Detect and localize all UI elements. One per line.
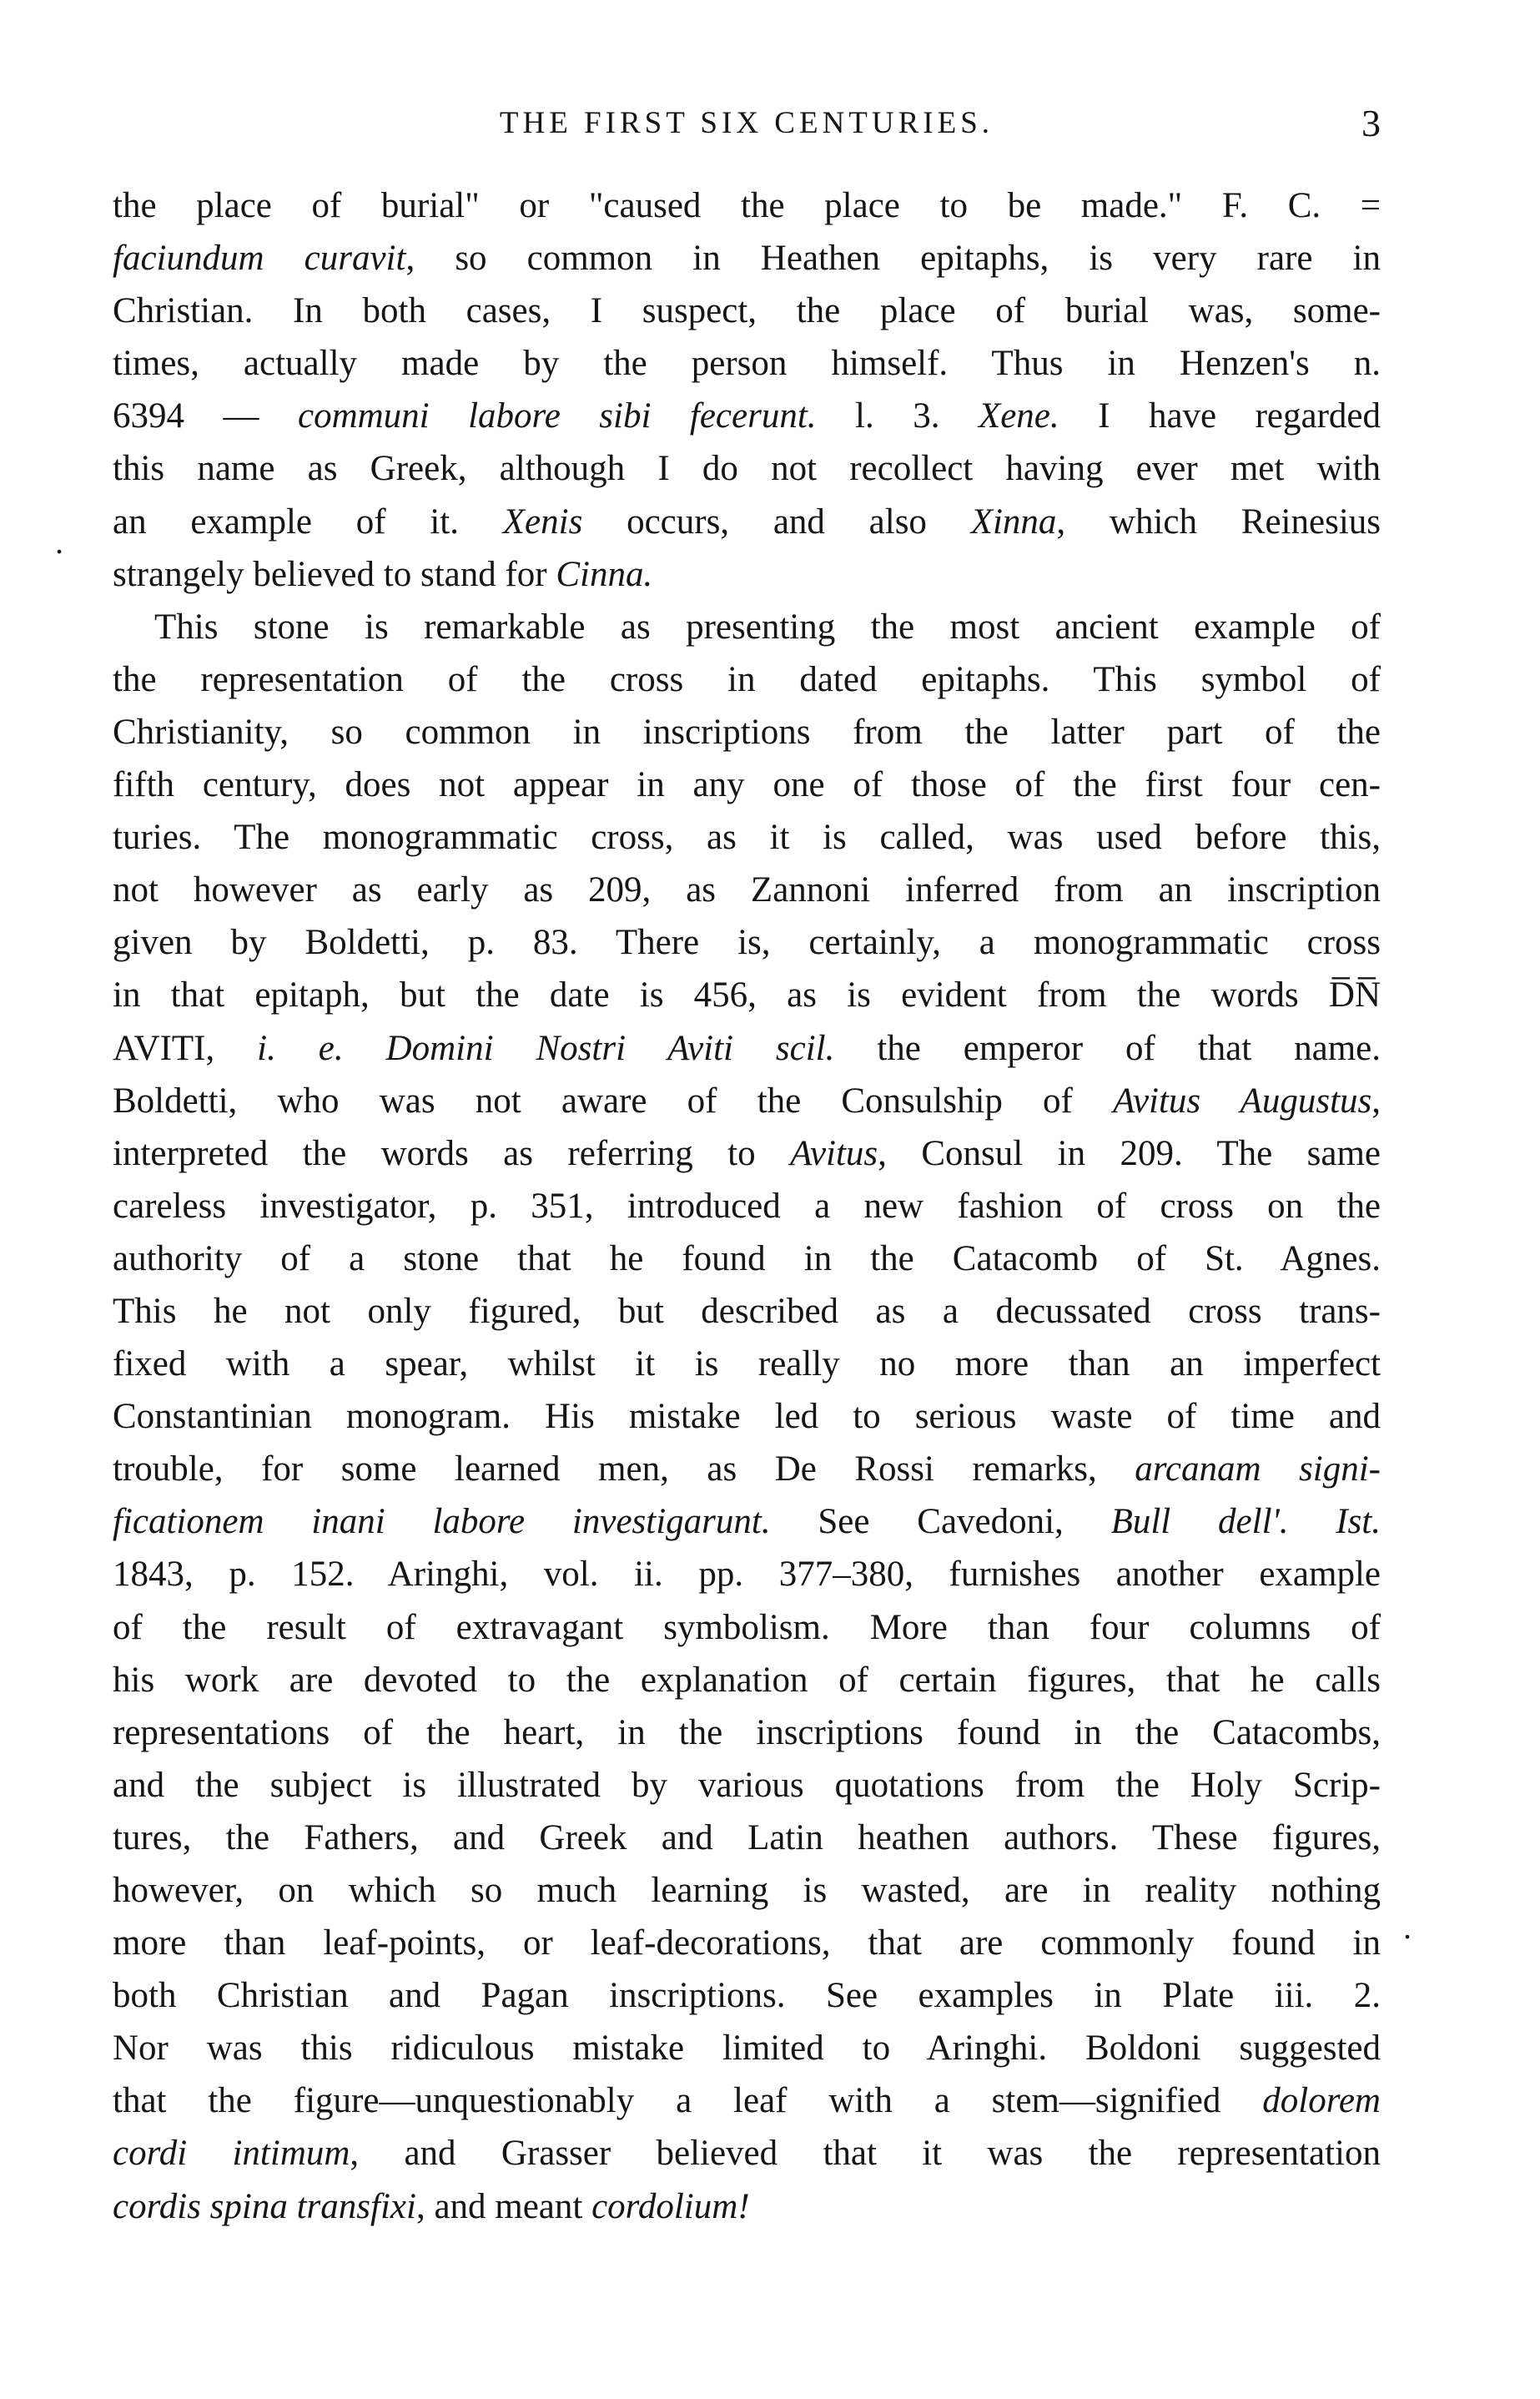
- text-span: times, actually made by the person himself. Thus in Henzen's n.: [113, 344, 1381, 384]
- margin-dot-mark: .: [1403, 1908, 1412, 1946]
- text-line: [113, 1390, 1381, 1443]
- text-span: not however as early as 209, as Zannoni inferred from an inscription: [113, 870, 1381, 910]
- text-line: [113, 232, 1381, 285]
- text-span: , and Grasser believed that it was the representation: [350, 2134, 1381, 2174]
- italic-text-span: Xinna: [970, 501, 1057, 542]
- text-span: See Cavedoni,: [770, 1502, 1111, 1542]
- text-span: l. 3.: [816, 396, 979, 436]
- text-line: [113, 496, 1381, 548]
- text-line: [113, 1443, 1381, 1495]
- text-span: trouble, for some learned men, as De Rossi remarks,: [113, 1449, 1135, 1489]
- text-span: This stone is remarkable as presenting the most ancient example of: [154, 607, 1381, 647]
- italic-text-span: Bull dell'. Ist.: [1110, 1502, 1381, 1542]
- page-number: 3: [1361, 102, 1381, 144]
- italic-text-span: cordi intimum: [113, 2134, 350, 2174]
- text-span: Nor was this ridiculous mistake limited to Aringhi. Boldoni suggested: [113, 2029, 1381, 2069]
- text-line: [113, 1706, 1381, 1759]
- text-span: , and meant: [415, 2186, 592, 2226]
- text-span: Christianity, so common in inscriptions from the latter part of the: [113, 712, 1381, 752]
- text-span: fixed with a spear, whilst it is really no more than an imperfect: [113, 1344, 1381, 1384]
- text-line: [113, 1232, 1381, 1285]
- text-span: of the result of extravagant symbolism. More than four columns of: [113, 1607, 1381, 1647]
- text-span: the representation of the cross in dated epitaphs. This symbol of: [113, 659, 1381, 699]
- italic-text-span: Avitus Augustus: [1113, 1081, 1372, 1121]
- text-line: [113, 390, 1381, 442]
- text-span: , which Reinesius: [1056, 501, 1381, 542]
- text-line: [113, 759, 1381, 811]
- text-line: [113, 1812, 1381, 1864]
- text-span: authority of a stone that he found in the Catacomb of St. Agnes.: [113, 1238, 1381, 1278]
- text-span: strangely believed to stand for: [113, 554, 556, 594]
- text-span: an example of it.: [113, 501, 503, 542]
- text-span: fifth century, does not appear in any one of those of the first four cen-: [113, 765, 1381, 805]
- text-span: Boldetti, who was not aware of the Consulship of: [113, 1081, 1114, 1121]
- italic-text-span: communi labore sibi fecerunt.: [297, 396, 817, 436]
- text-span: Constantinian monogram. His mistake led to serious waste of time and: [113, 1397, 1381, 1437]
- text-line: [113, 811, 1381, 864]
- italic-text-span: ficationem inani labore investigarunt.: [113, 1502, 771, 1542]
- text-line: [113, 2180, 1381, 2233]
- text-span: tures, the Fathers, and Greek and Latin heathen authors. These figures,: [113, 1817, 1381, 1857]
- text-line: [113, 442, 1381, 495]
- text-span: more than leaf-points, or leaf-decorations, that are commonly found in: [113, 1923, 1381, 1963]
- text-line: [113, 1075, 1381, 1127]
- text-span: the emperor of that name.: [834, 1028, 1381, 1068]
- text-span: in that epitaph, but the date is 456, as is evident from the words D̅N̅: [113, 975, 1381, 1016]
- text-line: [113, 548, 1381, 601]
- text-line: [113, 1759, 1381, 1812]
- text-line: [113, 337, 1381, 390]
- text-span: representations of the heart, in the inscriptions found in the Catacombs,: [113, 1712, 1381, 1752]
- text-span: ,: [1371, 1081, 1381, 1121]
- text-span: AVITI,: [113, 1028, 258, 1068]
- text-span: , so common in Heathen epitaphs, is very rare in: [405, 239, 1381, 279]
- text-span: given by Boldetti, p. 83. There is, certainly, a monogrammatic cross: [113, 923, 1381, 963]
- text-line: [113, 1969, 1381, 2022]
- italic-text-span: cordis spina transfixi: [113, 2186, 416, 2226]
- text-line: [113, 2074, 1381, 2127]
- text-span: I have regarded: [1059, 396, 1381, 436]
- text-line: [113, 1917, 1381, 1969]
- text-line: [113, 916, 1381, 969]
- text-span: both Christian and Pagan inscriptions. See examples in Plate iii. 2.: [113, 1976, 1381, 2016]
- italic-text-span: i. e. Domini Nostri Aviti scil.: [257, 1028, 835, 1068]
- text-span: turies. The monogrammatic cross, as it is called, was used before this,: [113, 818, 1381, 858]
- text-span: however, on which so much learning is wasted, are in reality nothing: [113, 1871, 1381, 1910]
- italic-text-span: faciundum curavit: [113, 239, 406, 279]
- running-head: [113, 98, 1381, 149]
- text-span: and the subject is illustrated by various quotations from the Holy Scrip-: [113, 1765, 1381, 1805]
- text-line: [113, 969, 1381, 1021]
- text-line: [113, 1180, 1381, 1232]
- text-line: [113, 2127, 1381, 2180]
- text-span: occurs, and also: [582, 501, 971, 542]
- italic-text-span: dolorem: [1262, 2081, 1381, 2121]
- text-span: his work are devoted to the explanation of certain figures, that he calls: [113, 1660, 1381, 1700]
- italic-text-span: arcanam signi-: [1135, 1449, 1381, 1489]
- text-line: [113, 1127, 1381, 1180]
- text-line: [113, 1548, 1381, 1600]
- italic-text-span: Xenis: [502, 501, 583, 542]
- text-span: 6394 —: [113, 396, 298, 436]
- text-line: [113, 1654, 1381, 1706]
- body-text: [113, 179, 1381, 2233]
- text-line: [113, 1601, 1381, 1654]
- text-line: [113, 1285, 1381, 1338]
- text-span: the place of burial" or "caused the place to be made." F. C. =: [113, 186, 1381, 225]
- text-span: , Consul in 209. The same: [878, 1133, 1381, 1173]
- text-line: [113, 285, 1381, 337]
- text-span: that the figure—unquestionably a leaf with a stem—signified: [113, 2081, 1263, 2121]
- margin-dot-mark: .: [55, 523, 63, 561]
- text-line: [113, 1864, 1381, 1917]
- text-line: [113, 1022, 1381, 1075]
- text-line: [113, 2022, 1381, 2074]
- text-span: interpreted the words as referring to: [113, 1133, 791, 1173]
- text-span: careless investigator, p. 351, introduced a new fashion of cross on the: [113, 1186, 1381, 1226]
- italic-text-span: Cinna.: [556, 554, 653, 594]
- italic-text-span: Xene.: [978, 396, 1059, 436]
- text-span: this name as Greek, although I do not recollect having ever met with: [113, 449, 1381, 489]
- text-line: [113, 653, 1381, 706]
- text-span: 1843, p. 152. Aringhi, vol. ii. pp. 377–380, furnishes another example: [113, 1555, 1381, 1595]
- text-span: This he not only figured, but described as a decussated cross trans-: [113, 1291, 1381, 1331]
- text-line: [113, 1495, 1381, 1548]
- text-line: [113, 706, 1381, 759]
- running-title: THE FIRST SIX CENTURIES.: [499, 106, 994, 140]
- italic-text-span: cordolium!: [591, 2186, 750, 2226]
- text-line: [113, 864, 1381, 916]
- text-line: [113, 601, 1381, 653]
- text-span: Christian. In both cases, I suspect, the place of burial was, some-: [113, 291, 1381, 331]
- text-line: [113, 1338, 1381, 1390]
- text-line: [113, 179, 1381, 232]
- italic-text-span: Avitus: [790, 1133, 878, 1173]
